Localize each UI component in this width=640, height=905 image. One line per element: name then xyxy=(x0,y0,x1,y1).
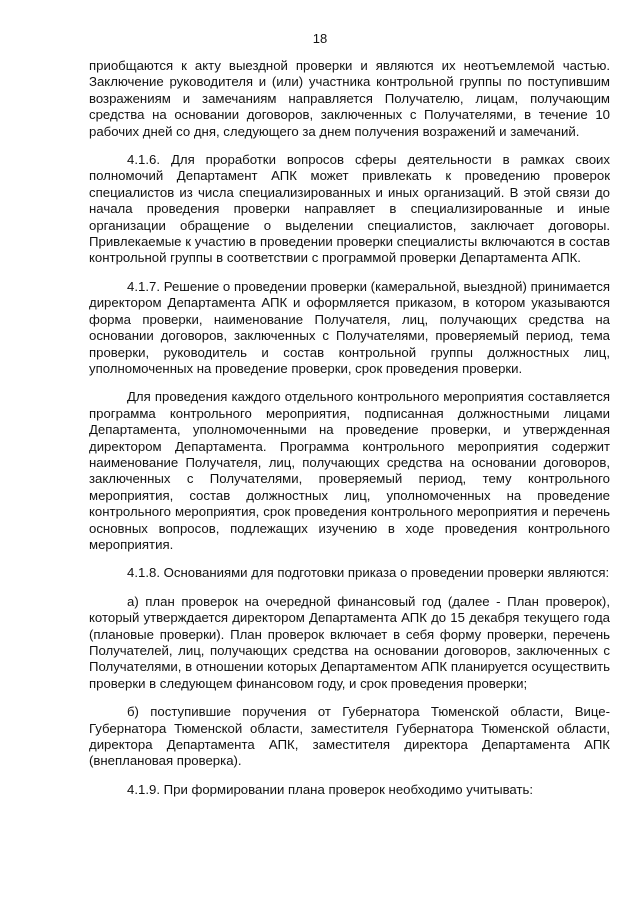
paragraph-4-1-7: 4.1.7. Решение о проведении проверки (камеральной, выездной) принимается директором Департамента АПК и оформляется приказом, в котором указываются форма проверки, наименование Получателя, лиц, получающих средства на основании договоров, заключенных с Получателями, проверяемый период, тема проверки, руководитель и состав контрольной группы должностных лиц, уполномоченных на проведение проверки, срок проведения проверки. xyxy=(89,278,610,376)
paragraph-item-a: а) план проверок на очередной финансовый год (далее - План проверок), который утверждается директором Департамента АПК до 15 декабря текущего года (плановые проверки). План проверок включает в себя форму проверки, перечень Получателей, лиц, получающих средства на основании договоров, заключенных с Получателями, в отношении которых Департаментом АПК планируется осуществить проверки в следующем финансовом году, и срок проведения проверки; xyxy=(89,593,610,691)
page-number: 18 xyxy=(312,31,328,46)
document-body xyxy=(89,58,610,810)
paragraph-program: Для проведения каждого отдельного контрольного мероприятия составляется программа контрольного мероприятия, подписанная должностными лицами Департамента, уполномоченными на проведение проверки, и утвержденная директором Департамента. Программа контрольного мероприятия содержит наименование Получателя, лиц, получающих средства на основании договоров, заключенных с Получателями, проверяемый период, тему контрольного мероприятия, состав должностных лиц, уполномоченных на проведение контрольного мероприятия, срок проведения контрольного мероприятия и перечень основных вопросов, подлежащих изучению в ходе проведения контрольного мероприятия. xyxy=(89,389,610,552)
paragraph-4-1-6: 4.1.6. Для проработки вопросов сферы деятельности в рамках своих полномочий Департамент АПК может привлекать к проведению проверок специалистов из числа специализированных и иных организаций. В этой связи до начала проведения проверки направляет в специализированные и иные организации обращение о выделении специалистов, заключает договоры. Привлекаемые к участию в проведении проверки специалисты включаются в состав контрольной группы в соответствии с программой проверки Департамента АПК. xyxy=(89,152,610,266)
paragraph-4-1-8: 4.1.8. Основаниями для подготовки приказа о проведении проверки являются: xyxy=(127,565,610,581)
paragraph-item-b: б) поступившие поручения от Губернатора Тюменской области, Вице-Губернатора Тюменской области, заместителя Губернатора Тюменской области, директора Департамента АПК, заместителя директора Департамента АПК (внеплановая проверка). xyxy=(89,704,610,769)
paragraph-continuation: приобщаются к акту выездной проверки и являются их неотъемлемой частью. Заключение руководителя и (или) участника контрольной группы по поступившим возражениям и замечаниям направляется Получателю, лицам, получающим средства на основании договоров, заключенных с Получателями, в течение 10 рабочих дней со дня, следующего за днем получения возражений и замечаний. xyxy=(89,58,610,139)
paragraph-4-1-9: 4.1.9. При формировании плана проверок необходимо учитывать: xyxy=(127,781,534,797)
